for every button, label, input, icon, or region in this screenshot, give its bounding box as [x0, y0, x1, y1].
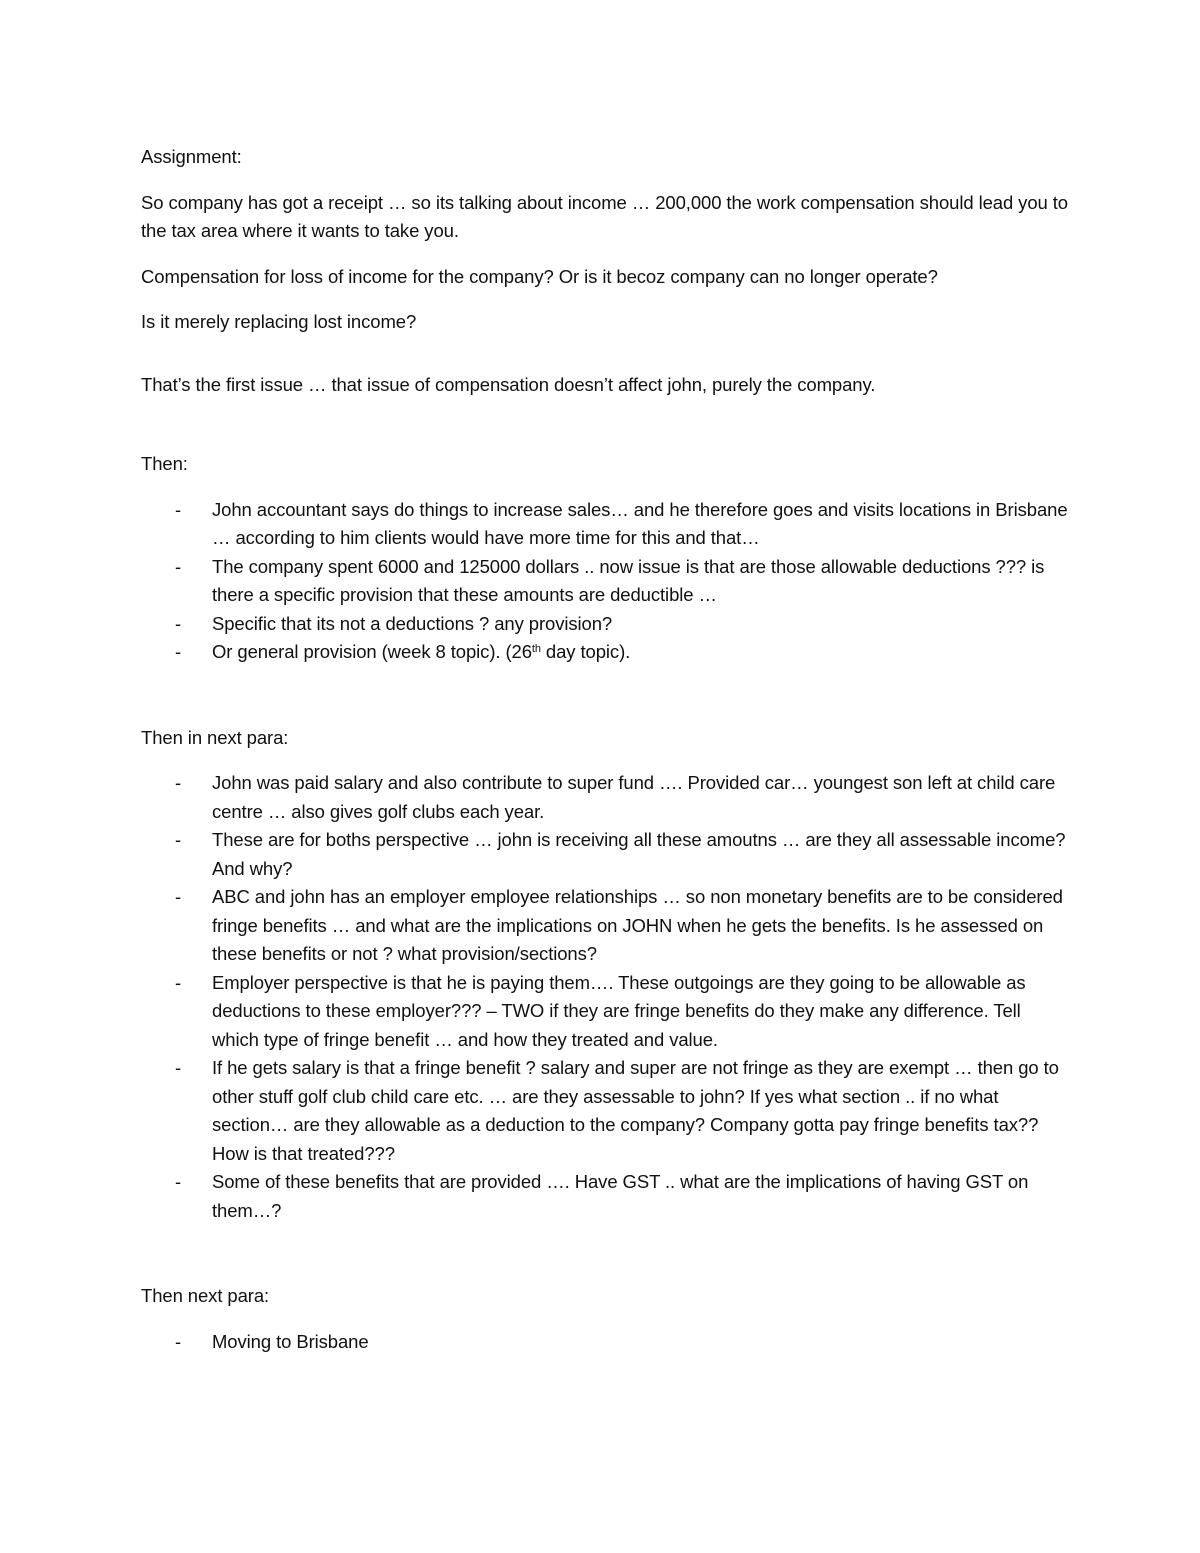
list-item-text: Specific that its not a deductions ? any provision?	[212, 612, 613, 634]
section-label-final: Then next para:	[141, 1285, 270, 1306]
spacer	[141, 433, 1071, 450]
superscript-ordinal: th	[531, 643, 541, 655]
list-item	[141, 1054, 1071, 1168]
dash-bullet: -	[175, 555, 182, 577]
dash-bullet: -	[175, 772, 182, 793]
dash-bullet: -	[175, 641, 182, 662]
final-list	[141, 1328, 1071, 1357]
list-item	[141, 1168, 1071, 1225]
list-item	[141, 553, 1071, 610]
intro-paragraph: Is it merely replacing lost income?	[141, 311, 417, 332]
spacer	[141, 1225, 1071, 1282]
dash-bullet: -	[175, 886, 182, 907]
list-item-text: Moving to Brisbane	[212, 1330, 369, 1352]
list-item-text-after: day topic).	[540, 641, 631, 662]
list-item	[141, 826, 1071, 883]
then-list	[141, 496, 1071, 667]
list-item-text: If he gets salary is that a fringe benefit ? salary and super are not fringe as they are exempt … then go to other stuff golf club child care etc. … are they assessable to john? If yes what section .. if no what section… are they allowable as a deduction to the company? Company gotta pay fringe benefits tax?? How is that treated???	[212, 1057, 1059, 1164]
spacer	[141, 416, 1071, 433]
section-label-next-para: Then in next para:	[141, 726, 289, 748]
dash-bullet: -	[175, 1171, 182, 1192]
list-item	[141, 1328, 1071, 1357]
list-item	[141, 769, 1071, 826]
section-label-then: Then:	[141, 453, 188, 474]
list-item	[141, 883, 1071, 969]
list-item-text: The company spent 6000 and 125000 dollars .. now issue is that are those allowable deductions ??? is there a specific provision that these amounts are deductible …	[212, 555, 1045, 605]
document-body	[141, 143, 1071, 1356]
dash-bullet: -	[175, 971, 182, 993]
spacer	[141, 667, 1071, 724]
list-item	[141, 610, 1071, 639]
dash-bullet: -	[175, 1057, 182, 1078]
document-heading: Assignment:	[141, 146, 242, 167]
list-item-text: John was paid salary and also contribute to super fund …. Provided car… youngest son left at child care centre … also gives golf clubs each year.	[212, 772, 1056, 822]
list-item-text: John accountant says do things to increase sales… and he therefore goes and visits locations in Brisbane … according to him clients would have more time for this and that…	[212, 498, 1068, 548]
intro-paragraph: Compensation for loss of income for the company? Or is it becoz company can no longer operate?	[141, 265, 938, 287]
list-item	[141, 969, 1071, 1055]
list-item	[141, 496, 1071, 553]
dash-bullet: -	[175, 829, 182, 850]
spacer	[141, 354, 1071, 371]
list-item-text: ABC and john has an employer employee relationships … so non monetary benefits are to be considered fringe benefits … and what are the implications on JOHN when he gets the benefits. Is he assessed on these benefits or not ? what provision/sections?	[212, 886, 1063, 964]
next-para-list	[141, 769, 1071, 1225]
dash-bullet: -	[175, 612, 182, 634]
list-item-text: Employer perspective is that he is paying them…. These outgoings are they going to be allowable as deductions to these employer??? – TWO if they are fringe benefits do they make any difference. Tell which type of fringe benefit … and how they treated and value.	[212, 971, 1026, 1050]
list-item-text: Some of these benefits that are provided …. Have GST .. what are the implications of having GST on them…?	[212, 1171, 1029, 1221]
list-item-text-before: Or general provision (week 8 topic). (26	[212, 641, 532, 662]
list-item-text: These are for boths perspective … john is receiving all these amoutns … are they all assessable income? And why?	[212, 829, 1066, 879]
first-issue-paragraph: That’s the first issue … that issue of compensation doesn’t affect john, purely the company.	[141, 373, 876, 395]
intro-paragraph: So company has got a receipt … so its talking about income … 200,000 the work compensation should lead you to the tax area where it wants to take you.	[141, 191, 1068, 241]
dash-bullet: -	[175, 1330, 182, 1352]
list-item	[141, 638, 1071, 667]
dash-bullet: -	[175, 498, 182, 520]
